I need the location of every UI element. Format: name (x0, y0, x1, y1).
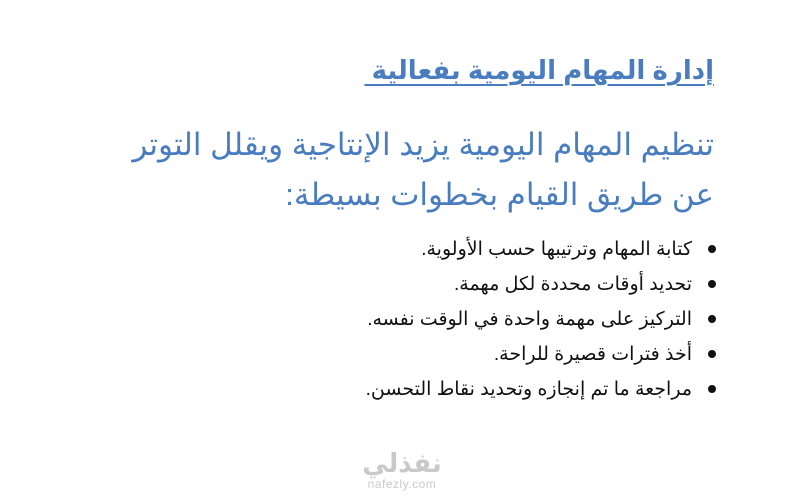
list-item-text: مراجعة ما تم إنجازه وتحديد نقاط التحسن. (365, 379, 692, 400)
list-item (294, 267, 714, 302)
bullet-list (294, 232, 714, 407)
list-item (294, 337, 714, 372)
bullet-icon (708, 385, 716, 393)
document-heading: إدارة المهام اليومية بفعالية (364, 55, 714, 85)
bullet-icon (708, 280, 716, 288)
list-item (294, 372, 714, 407)
list-item-text: تحديد أوقات محددة لكل مهمة. (453, 274, 692, 295)
list-item-text: أخذ فترات قصيرة للراحة. (493, 344, 692, 365)
bullet-icon (708, 315, 716, 323)
list-item-text: كتابة المهام وترتيبها حسب الأولوية. (421, 239, 692, 260)
bullet-icon (708, 245, 716, 253)
watermark-url: nafezly.com (367, 477, 437, 491)
list-item (294, 302, 714, 337)
list-item-text: التركيز على مهمة واحدة في الوقت نفسه. (367, 309, 692, 330)
list-item (294, 232, 714, 267)
nafezly-watermark (352, 449, 452, 491)
watermark-logo-text: نفذلي (362, 448, 442, 478)
bullet-icon (708, 350, 716, 358)
intro-paragraph: تنظيم المهام اليومية يزيد الإنتاجية ويقلل التوتر عن طريق القيام بخطوات بسيطة: (132, 127, 714, 212)
